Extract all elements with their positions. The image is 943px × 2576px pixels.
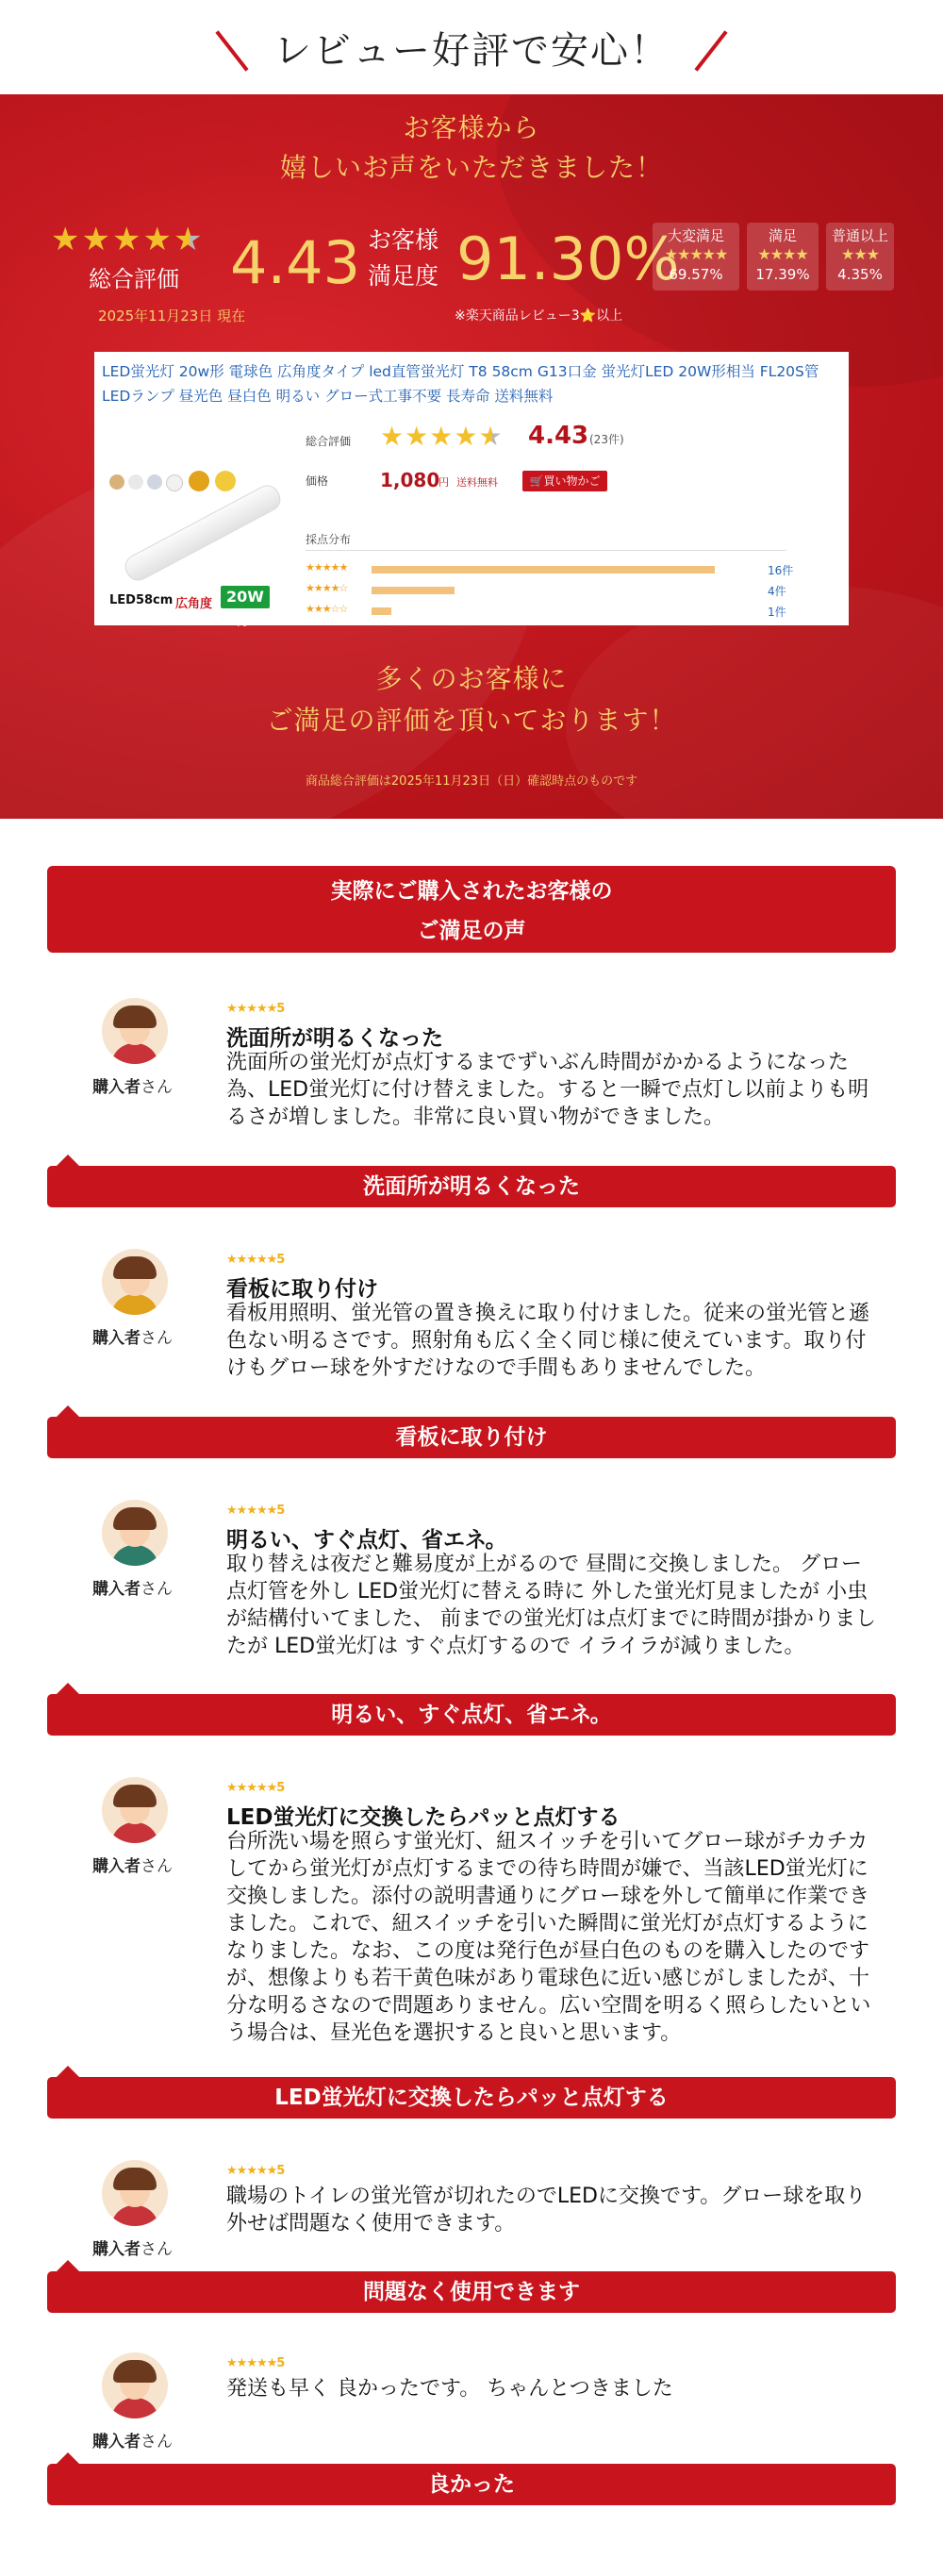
- review-item: [0, 1498, 943, 1736]
- dist-row-bar: [372, 566, 715, 573]
- review-item: [0, 2351, 943, 2507]
- distribution-row: [306, 582, 843, 599]
- distribution-row: [306, 603, 843, 620]
- product-overall-label: 総合評価: [306, 435, 352, 448]
- dist-row-count[interactable]: 1件: [768, 606, 786, 619]
- reviewer-name: 購入者さん: [92, 1857, 173, 1876]
- hero-line-1: お客様から: [403, 112, 540, 143]
- review-stars: ★★★★★5: [226, 2356, 285, 2370]
- dist-percent: 4.35%: [837, 266, 883, 283]
- star-icon: ★: [142, 221, 174, 258]
- review-title: 明るい、すぐ点灯、省エネ。: [226, 1528, 507, 1553]
- dist-label: 満足: [768, 227, 797, 244]
- reviewer-name: 購入者さん: [92, 1580, 173, 1599]
- reviewer-name: 購入者さん: [92, 1078, 173, 1097]
- satisfaction-label-1: お客様: [368, 226, 439, 254]
- review-banner-label: 明るい、すぐ点灯、省エネ。: [331, 1703, 612, 1727]
- dist-stars: ★★★: [840, 245, 880, 263]
- star-icon: ★: [454, 421, 479, 452]
- award-badge-icon: [189, 471, 209, 491]
- color-dot-icon: [166, 474, 183, 491]
- product-review-count[interactable]: (23件): [589, 433, 624, 446]
- product-price: 1,080: [380, 469, 440, 491]
- star-icon: ★: [380, 421, 405, 452]
- product-card: [94, 352, 849, 628]
- star-icon: ★: [81, 221, 112, 258]
- review-body: 発送も早く 良かったです。 ちゃんとつきました: [226, 2377, 673, 2401]
- satisfaction-label-2: 満足度: [368, 262, 439, 290]
- hero-bottom-line-1: 多くのお客様に: [375, 663, 568, 694]
- review-title: 洗面所が明るくなった: [226, 1026, 443, 1051]
- satisfaction-value: 91.30%: [456, 224, 680, 293]
- review-banner: [47, 1694, 896, 1736]
- review-body: 職場のトイレの蛍光管が切れたのでLEDに交換です。グロー球を取り外せば問題なく使用できます。: [226, 2185, 867, 2235]
- review-item: [0, 996, 943, 1205]
- half-star-icon: ★: [478, 421, 504, 452]
- avatar: [102, 2160, 168, 2226]
- review-banner-label: 看板に取り付け: [395, 1425, 548, 1450]
- dist-label: 大変満足: [667, 227, 724, 244]
- page-title: レビュー好評で安心！: [273, 29, 670, 73]
- avatar: [102, 1249, 168, 1315]
- reviewer-name: 購入者さん: [92, 2240, 173, 2259]
- avatar: [102, 1500, 168, 1566]
- dist-row-bar: [372, 607, 391, 615]
- review-stars: ★★★★★5: [226, 2164, 285, 2178]
- page-header: [0, 0, 943, 94]
- review-title: LED蛍光灯に交換したらパッと点灯する: [226, 1805, 620, 1830]
- review-banner-label: LED蛍光灯に交換したらパッと点灯する: [274, 2086, 669, 2110]
- review-banner: [47, 2271, 896, 2313]
- product-price-unit: 円: [438, 476, 449, 489]
- overall-label: 総合評価: [89, 266, 179, 292]
- dist-box-average: [826, 223, 894, 291]
- overall-rating-value: 4.43: [230, 228, 361, 297]
- add-to-cart-button[interactable]: 🛒買い物かご: [522, 471, 607, 491]
- dist-row-bar: [372, 587, 455, 594]
- star-icon: ★: [405, 421, 430, 452]
- hero-bottom-line-2: ご満足の評価を頂いております！: [266, 705, 677, 736]
- review-banner: [47, 1417, 896, 1458]
- dist-box-satisfied: [747, 223, 819, 291]
- star-icon: ★: [111, 221, 143, 258]
- image-20w-badge: 20W形: [221, 586, 270, 608]
- avatar: [102, 998, 168, 1064]
- review-banner-label: 洗面所が明るくなった: [363, 1174, 580, 1199]
- hero-line-2: 嬉しいお声をいただきました！: [279, 152, 663, 183]
- review-item: [0, 1775, 943, 2117]
- product-title-link[interactable]: LED蛍光灯 20w形 電球色 広角度タイプ led直管蛍光灯 T8 58cm G13口金 蛍光灯LED 20W形相当 FL20S管LEDランプ 昼光色 昼白色 明るい グロー式工事不要 長寿命 送料無料: [102, 363, 819, 405]
- product-rating-value: 4.43: [528, 422, 589, 450]
- review-banner: [47, 2077, 896, 2119]
- award-badge-icon: [215, 471, 236, 491]
- review-body: 洗面所の蛍光灯が点灯するまでずいぶん時間がかかるようになった為、LED蛍光灯に付け替えました。すると一瞬で点灯し以前よりも明るさが増しました。非常に良い買い物ができました。: [226, 1051, 869, 1129]
- divider: [306, 550, 786, 551]
- dist-stars: ★★★★★: [664, 245, 728, 263]
- review-title: 看板に取り付け: [226, 1277, 378, 1302]
- dist-percent: 17.39%: [755, 266, 810, 283]
- half-star-icon: ★: [173, 221, 205, 258]
- image-wide-label: 広角度: [175, 597, 213, 611]
- dist-percent: 69.57%: [669, 266, 723, 283]
- review-stars: ★★★★★5: [226, 1781, 285, 1795]
- review-banner: [47, 2464, 896, 2505]
- avatar: [102, 2352, 168, 2418]
- dist-row-stars: ★★★★★: [306, 561, 348, 573]
- review-stars: ★★★★★5: [226, 1253, 285, 1267]
- section-banner: [47, 866, 896, 953]
- review-banner-label: 問題なく使用できます: [363, 2280, 580, 2304]
- review-body: 看板用照明、蛍光管の置き換えに取り付けました。従来の蛍光管と遜色ない明るさです。照射角も広く全く同じ様に使えています。取り付けもグロー球を外すだけなので手間もありませんでした。: [226, 1302, 870, 1380]
- product-shipping: 送料無料: [456, 476, 498, 489]
- review-stars: ★★★★★5: [226, 1504, 285, 1518]
- image-led-label: LED58cm: [109, 593, 174, 607]
- color-dot-icon: [128, 474, 143, 490]
- reviewer-name: 購入者さん: [92, 2433, 173, 2451]
- product-image[interactable]: [104, 433, 283, 628]
- color-dot-icon: [147, 474, 162, 490]
- section-line-2: ご満足の声: [417, 919, 526, 943]
- dist-box-very-satisfied: [653, 223, 739, 291]
- satisfaction-label: [368, 223, 438, 294]
- star-icon: ★: [51, 221, 82, 258]
- review-note: ※楽天商品レビュー3⭐以上: [455, 308, 623, 324]
- reviewer-name: 購入者さん: [92, 1329, 173, 1348]
- hero-footnote: 商品総合評価は2025年11月23日（日）確認時点のものです: [305, 774, 638, 789]
- avatar: [102, 1777, 168, 1843]
- review-stars: ★★★★★5: [226, 1002, 285, 1016]
- review-item: [0, 1247, 943, 1456]
- overall-rating-stars: [51, 221, 204, 258]
- dist-row-count[interactable]: 16件: [768, 564, 794, 577]
- review-body: 台所洗い場を照らす蛍光灯、紐スイッチを引いてグロー球がチカチカしてから蛍光灯が点灯するまでの待ち時間が嫌で、当該LED蛍光灯に交換しました。添付の説明書通りにグロー球を外して簡単に作業できました。これで、紐スイッチを引いた瞬間に蛍光灯が点灯するようになりました。なお、この度は発行色が昼白色のものを購入したのですが、想像よりも若干黄色味があり電球色に近い感じがしましたが、十分な明るさなので問題ありません。広い空間を明るく照らしたいという場合は、昼光色を選択すると良いと思います。: [226, 1830, 871, 2045]
- dist-stars: ★★★★: [757, 245, 808, 263]
- dist-row-stars: ★★★☆☆: [306, 603, 348, 615]
- review-body: 取り替えは夜だと難易度が上がるので 昼間に交換しました。 グロー点灯管を外し LED蛍光灯に替える時に 外した蛍光灯見ましたが 小虫が結構付いてました、 前までの蛍光灯は点灯までに時間が掛かりましたが LED蛍光灯は すぐ点灯するので イライラが減りました。: [226, 1553, 876, 1658]
- review-banner: [47, 1166, 896, 1207]
- led-tube-icon: [121, 481, 285, 585]
- section-line-1: 実際にご購入されたお客様の: [330, 879, 613, 904]
- rating-date: 2025年11月23日 現在: [98, 307, 246, 324]
- distribution-row: [306, 561, 843, 578]
- review-banner-label: 良かった: [428, 2472, 515, 2497]
- dist-row-count[interactable]: 4件: [768, 585, 786, 598]
- review-item: [0, 2158, 943, 2315]
- dist-label: 普通以上: [831, 227, 888, 244]
- product-rating-stars: [380, 421, 504, 452]
- hero-banner: [0, 94, 943, 819]
- star-icon: ★: [429, 421, 455, 452]
- dist-row-stars: ★★★★☆: [306, 582, 348, 594]
- product-price-label: 価格: [306, 474, 329, 488]
- distribution-title: 採点分布: [306, 533, 352, 546]
- color-dot-icon: [109, 474, 124, 490]
